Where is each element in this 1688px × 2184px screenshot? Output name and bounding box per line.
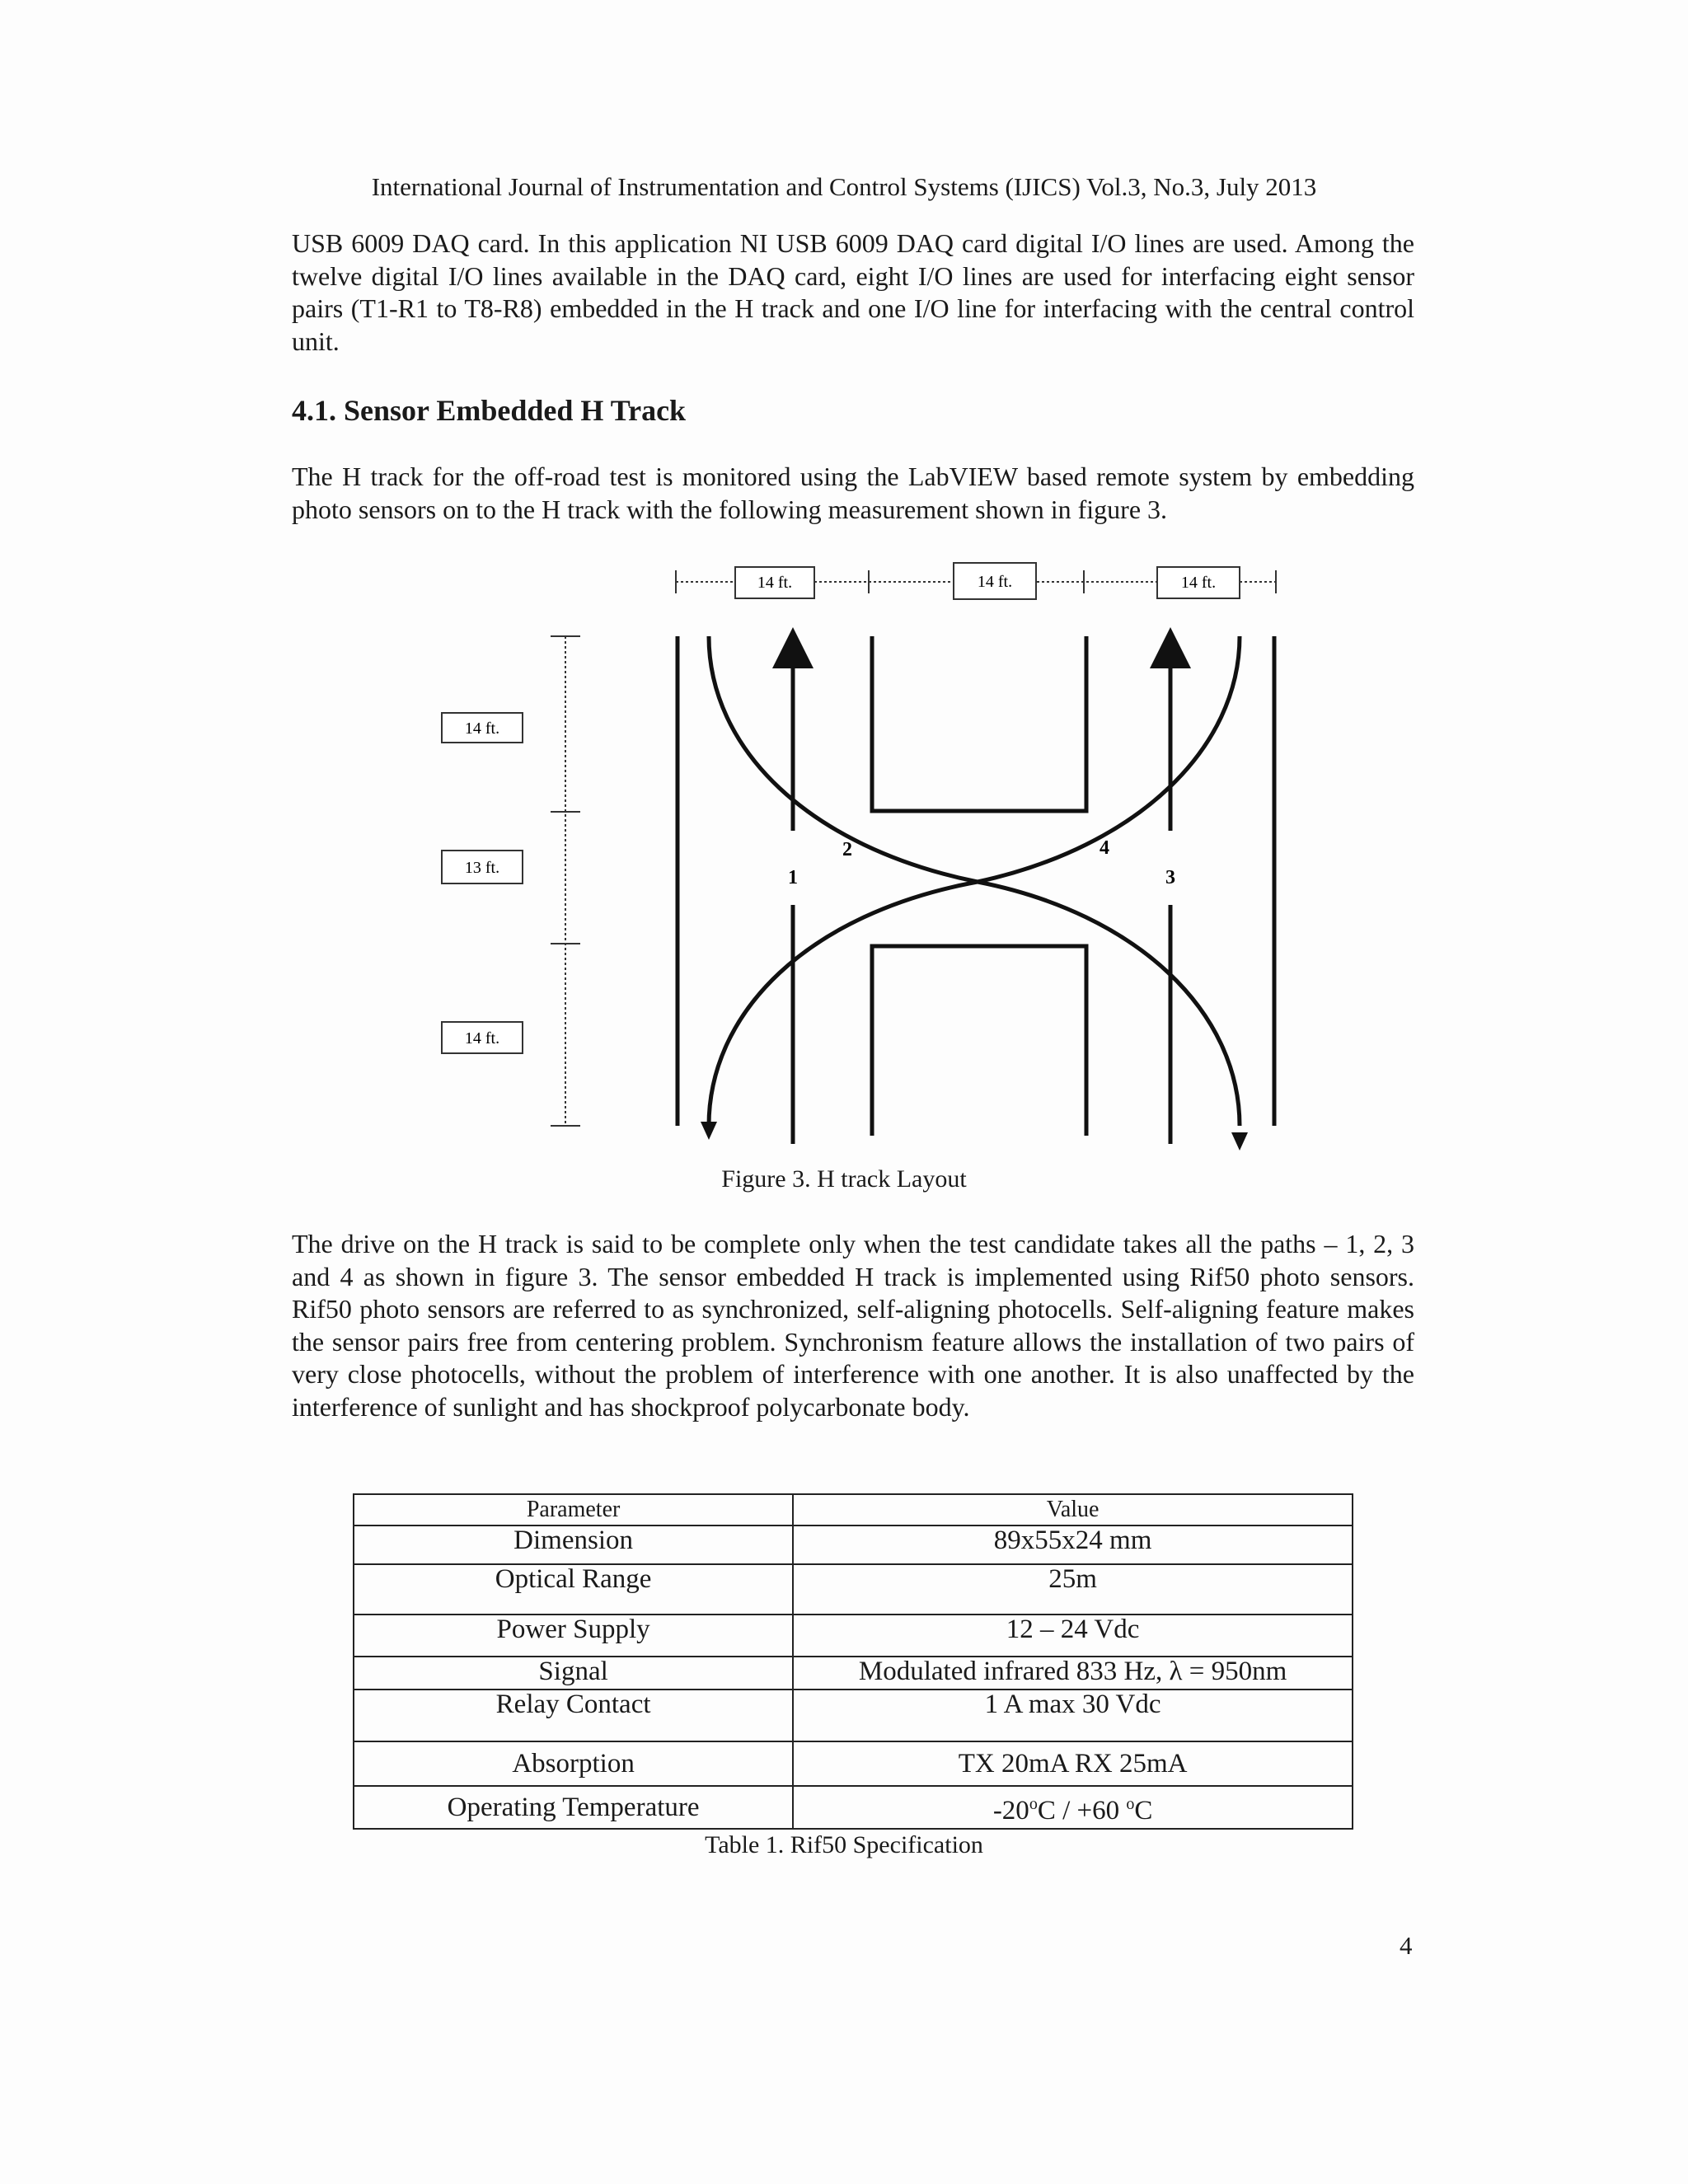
top-dim-label-3: 14 ft. xyxy=(1180,574,1217,592)
side-dim-box-2 xyxy=(442,851,523,883)
top-dim-box-1 xyxy=(735,567,814,598)
value-cell: -20$^o$C / +60 $^o$C xyxy=(793,1786,1353,1829)
table-row xyxy=(354,1786,1353,1829)
running-header: International Journal of Instrumentation and Control Systems (IJICS) Vol.3, No.3, July 2013 xyxy=(371,172,1317,201)
header-parameter: Parameter xyxy=(354,1494,793,1526)
value-cell: 12 – 24 Vdc xyxy=(793,1615,1353,1657)
path-label-2: 2 xyxy=(842,839,852,860)
side-dim-label-3: 14 ft. xyxy=(464,1029,500,1047)
side-dim-box-1 xyxy=(442,713,523,743)
side-dim-label-1: 14 ft. xyxy=(464,719,500,738)
side-dim-label-2: 13 ft. xyxy=(464,859,500,877)
path-label-1: 1 xyxy=(788,867,798,888)
value-cell: 25m xyxy=(793,1564,1353,1615)
value-cell: Modulated infrared 833 Hz, λ = 950nm xyxy=(793,1657,1353,1690)
value-cell: 89x55x24 mm xyxy=(793,1526,1353,1564)
h-track-figure xyxy=(412,551,1302,1160)
page-number: 4 xyxy=(1400,1931,1413,1960)
table-row xyxy=(354,1690,1353,1741)
path-arrows xyxy=(701,1122,1248,1151)
table-row xyxy=(354,1741,1353,1786)
section-heading: 4.1. Sensor Embedded H Track xyxy=(292,394,687,427)
paragraph-h-track-intro: The H track for the off-road test is monitored using the LabVIEW based remote system by embedding photo sensors on to the H track with the following measurement shown in figure 3. xyxy=(292,462,1414,524)
header-value: Value xyxy=(793,1494,1353,1526)
paragraph-rif50: The drive on the H track is said to be complete only when the test candidate takes all the paths – 1, 2, 3 and 4 as shown in figure 3. The sensor embedded H track is implemented using Rif50 photo sensors. Rif50 photo sensors are referred to as synchronized, self-aligning photocells. Self-aligning feature makes the sensor pairs free from centering problem. Synchronism feature allows the installation of two pairs of very close photocells, without the problem of interference with one another. It is also unaffected by the interference of sunlight and has shockproof polycarbonate body. xyxy=(292,1229,1414,1422)
figure-caption: Figure 3. H track Layout xyxy=(721,1165,967,1193)
top-dim-box-2 xyxy=(954,563,1036,599)
param-cell: Absorption xyxy=(354,1741,793,1786)
table-row xyxy=(354,1564,1353,1615)
side-dimension-line xyxy=(551,636,580,1126)
param-cell: Dimension xyxy=(354,1526,793,1564)
param-cell: Power Supply xyxy=(354,1615,793,1657)
top-dim-label-1: 14 ft. xyxy=(757,574,793,592)
param-cell: Operating Temperature xyxy=(354,1786,793,1829)
value-cell: 1 A max 30 Vdc xyxy=(793,1690,1353,1741)
side-dim-box-3 xyxy=(442,1022,523,1053)
param-cell: Relay Contact xyxy=(354,1690,793,1741)
table-row xyxy=(354,1526,1353,1564)
param-cell: Signal xyxy=(354,1657,793,1690)
path-label-3: 3 xyxy=(1165,867,1175,888)
table-header-row xyxy=(354,1494,1353,1526)
top-dim-box-3 xyxy=(1157,567,1240,598)
table-row xyxy=(354,1615,1353,1657)
table-caption: Table 1. Rif50 Specification xyxy=(705,1831,983,1858)
param-cell: Optical Range xyxy=(354,1564,793,1615)
table-row xyxy=(354,1657,1353,1690)
paragraph-daq: USB 6009 DAQ card. In this application NI USB 6009 DAQ card digital I/O lines are used. Among the twelve digital I/O lines available in the DAQ card, eight I/O lines are used for interfacing eight sensor pairs (T1-R1 to T8-R8) embedded in the H track and one I/O line for interfacing with the central control unit. xyxy=(292,228,1414,356)
value-cell: TX 20mA RX 25mA xyxy=(793,1741,1353,1786)
path-label-4: 4 xyxy=(1100,837,1109,859)
top-dim-label-2: 14 ft. xyxy=(977,573,1013,591)
spec-table xyxy=(353,1493,1353,1830)
